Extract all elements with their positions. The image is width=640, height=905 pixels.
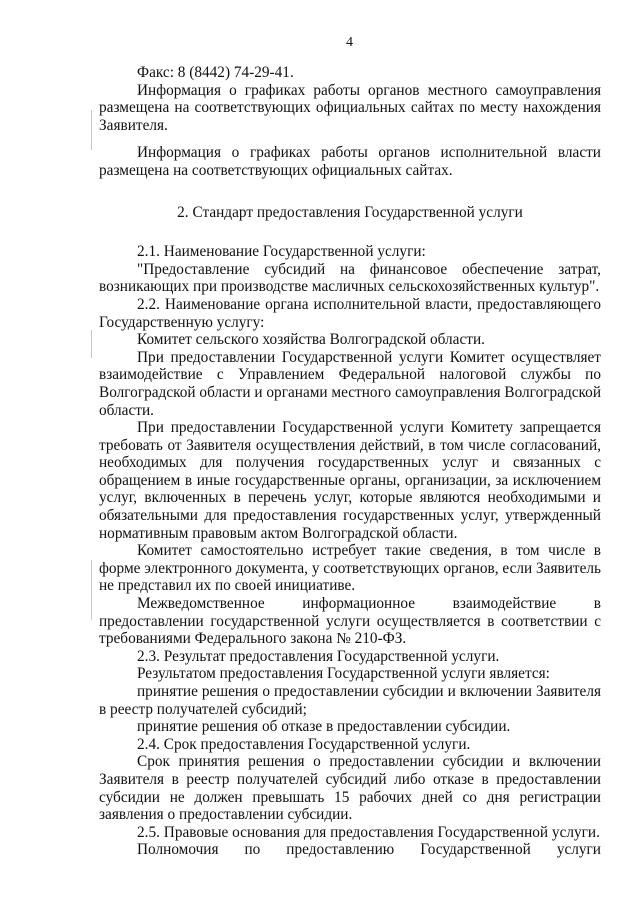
local-schedule-info: Информация о графиках работы органов местного самоуправления размещена на соответствующих официальных сайтах по месту нахождения Заявителя. (99, 81, 601, 134)
section-2-3-item-2: принятие решения об отказе в предоставлении субсидии. (137, 718, 511, 736)
section-2-1-text: "Предоставление субсидий на финансовое обеспечение затрат, возникающих при производстве масличных сельскохозяйственных культур". (99, 260, 601, 296)
page-number: 4 (346, 35, 353, 50)
scan-artifact-line (91, 330, 92, 358)
section-2-4-title: 2.4. Срок предоставления Государственной услуги. (137, 735, 471, 753)
scan-artifact-line (91, 560, 92, 620)
scan-artifact-line (91, 110, 92, 150)
section-heading: 2. Стандарт предоставления Государственной услуги (177, 203, 523, 221)
section-2-2-prohibition: При предоставлении Государственной услуги Комитету запрещается требовать от Заявителя осуществления действий, в том числе согласований, необходимых для получения государственных услуг и связанных с обращением в иные государственные органы, организации, за исключением услуг, включенных в перечень услуг, которые являются необходимыми и обязательными для предоставления государственных услуг, утвержденный нормативным правовым актом Волгоградской области. (99, 419, 601, 542)
section-2-2-title: 2.2. Наименование органа исполнительной власти, предоставляющего Государственную услугу: (99, 295, 601, 331)
document-body (99, 64, 601, 859)
fax-line: Факс: 8 (8442) 74-29-41. (137, 64, 294, 81)
section-2-1-title: 2.1. Наименование Государственной услуги: (137, 243, 426, 261)
section-2-3-item-1: принятие решения о предоставлении субсидии и включении Заявителя в реестр получателей субсидий; (99, 683, 601, 718)
section-2-5-text: Полномочия по предоставлению Государственной услуги (137, 841, 601, 859)
section-2-4-text: Срок принятия решения о предоставлении субсидии и включении Заявителя в реестр получателей субсидий либо отказе в предоставлении субсидии не должен превышать 15 рабочих дней со дня регистрации заявления о предоставлении субсидии. (99, 753, 601, 824)
executive-schedule-info: Информация о графиках работы органов исполнительной власти размещена на соответствующих официальных сайтах. (99, 144, 601, 179)
section-2-2-committee: Комитет сельского хозяйства Волгоградской области. (137, 331, 485, 349)
section-2-2-interdept: Межведомственное информационное взаимодействие в предоставлении государственной услуги осуществляется в соответствии с требованиями Федерального закона № 210-ФЗ. (99, 595, 601, 648)
section-2-3-title: 2.3. Результат предоставления Государственной услуги. (137, 647, 500, 665)
section-2-5-title: 2.5. Правовые основания для предоставления Государственной услуги. (137, 823, 600, 841)
section-2-2-interaction: При предоставлении Государственной услуги Комитет осуществляет взаимодействие с Управлением Федеральной налоговой службы по Волгоградской области и органами местного самоуправления Волгоградской области. (99, 348, 602, 419)
section-2-2-request: Комитет самостоятельно истребует такие сведения, в том числе в форме электронного документа, у соответствующих органов, если Заявитель не представил их по своей инициативе. (99, 542, 602, 595)
section-2-3-intro: Результатом предоставления Государственной услуги является: (137, 665, 550, 683)
